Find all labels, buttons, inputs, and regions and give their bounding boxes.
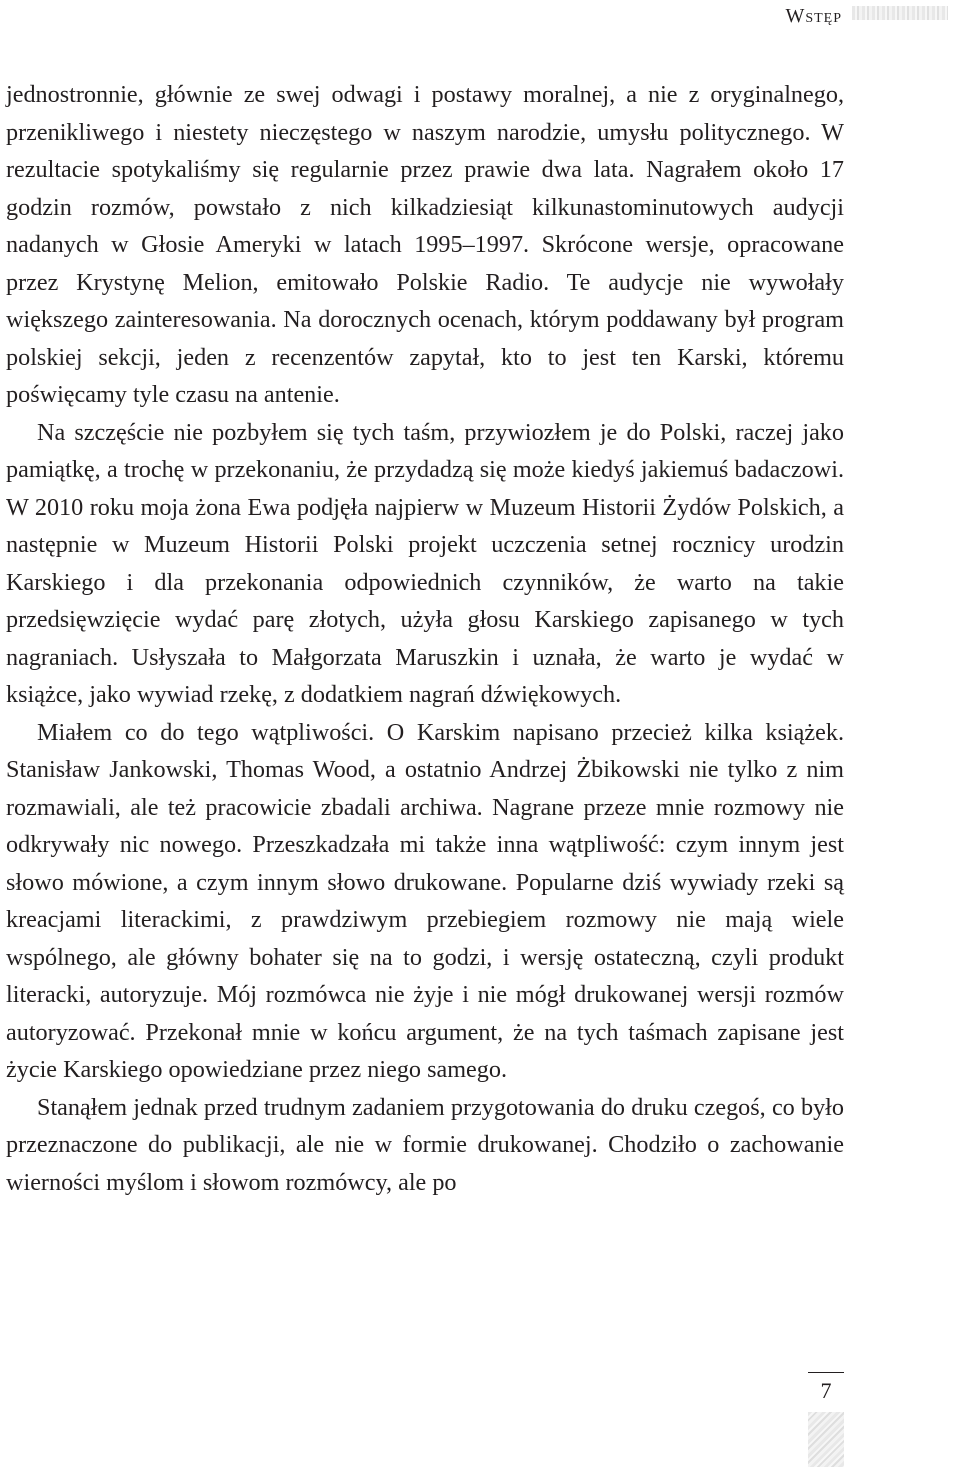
folio-rule — [808, 1372, 844, 1373]
running-head: Wstęp — [785, 5, 842, 27]
body-text — [6, 76, 844, 1201]
folio-ornament — [808, 1412, 844, 1467]
header-ornament — [852, 6, 948, 20]
paragraph-1: jednostronnie, głównie ze swej odwagi i postawy moralnej, a nie z oryginalnego, przenikliwego i niestety nieczęstego w naszym narodzie, umysłu politycznego. W rezultacie spotykaliśmy się regularnie przez prawie dwa lata. Nagrałem około 17 godzin rozmów, powstało z nich kilkadziesiąt kilkunastominutowych audycji nadanych w Głosie Ameryki w latach 1995–1997. Skrócone wersje, opracowane przez Krystynę Melion, emitowało Polskie Radio. Te audycje nie wywołały większego zainteresowania. Na dorocznych ocenach, którym poddawany był program polskiej sekcji, jeden z recenzentów zapytał, kto to jest ten Karski, któremu poświęcamy tyle czasu na antenie. — [6, 81, 844, 408]
page-number: 7 — [820, 1378, 832, 1403]
paragraph-3: Miałem co do tego wątpliwości. O Karskim napisano przecież kilka książek. Stanisław Jankowski, Thomas Wood, a ostatnio Andrzej Żbikowski nie tylko z nim rozmawiali, ale też pracowicie zbadali archiwa. Nagrane przeze mnie rozmowy nie odkrywały nic nowego. Przeszkadzała mi także inna wątpliwość: czym innym jest słowo mówione, a czym innym słowo drukowane. Popularne dziś wywiady rzeki są kreacjami literackimi, z prawdziwym przebiegiem rozmowy nie mają wiele wspólnego, ale główny bohater się na to godzi, i wersję ostateczną, czyli produkt literacki, autoryzuje. Mój rozmówca nie żyje i nie mógł drukowanej wersji rozmów autoryzować. Przekonał mnie w końcu argument, że na tych taśmach zapisane jest życie Karskiego opowiedziane przez niego samego. — [6, 718, 844, 1083]
paragraph-2: Na szczęście nie pozbyłem się tych taśm, przywiozłem je do Polski, raczej jako pamiątkę, a trochę w przekonaniu, że przydadzą się może kiedyś jakiemuś badaczowi. W 2010 roku moja żona Ewa podjęła najpierw w Muzeum Historii Żydów Polskich, a następnie w Muzeum Historii Polski projekt uczczenia setnej rocznicy urodzin Karskiego i dla przekonania odpowiednich czynników, że warto na takie przedsięwzięcie wydać parę złotych, użyła głosu Karskiego zapisanego w tych nagraniach. Usłyszała to Małgorzata Maruszkin i uznała, że warto je wydać w książce, jako wywiad rzekę, z dodatkiem nagrań dźwiękowych. — [6, 418, 844, 708]
paragraph-4: Stanąłem jednak przed trudnym zadaniem przygotowania do druku czegoś, co było przeznaczone do publikacji, ale nie w formie drukowanej. Chodziło o zachowanie wierności myślom i słowom rozmówcy, ale po — [6, 1093, 844, 1196]
